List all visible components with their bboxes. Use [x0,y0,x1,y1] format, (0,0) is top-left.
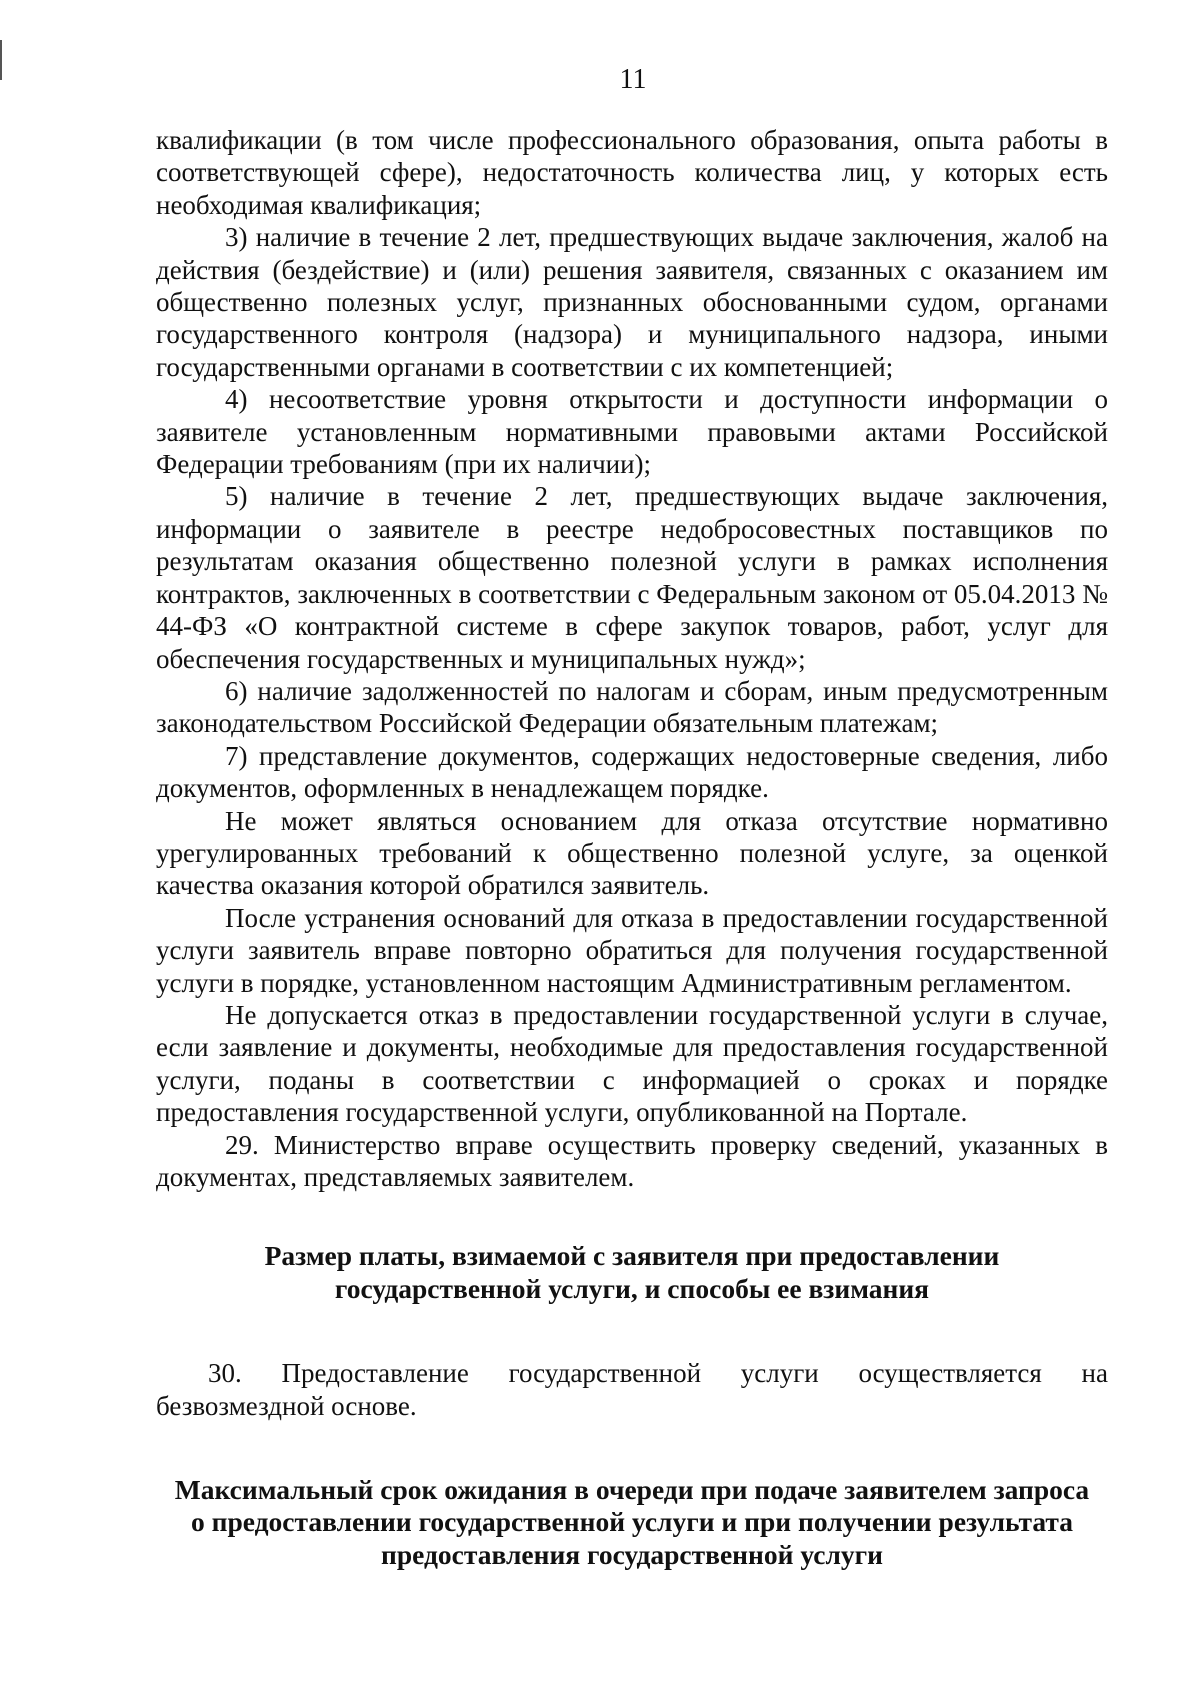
document-body [156,124,1108,1571]
heading-line: предоставления государственной услуги [381,1538,883,1570]
section-heading-fee [156,1240,1108,1305]
list-item-7: 7) представление документов, содержащих недостоверные сведения, либо документов, оформленных в ненадлежащем порядке. [156,740,1108,804]
page-number: 11 [619,64,647,95]
paragraph-not-grounds: Не может являться основанием для отказа отсутствие нормативно урегулированных требований к общественно полезной услуге, за оценкой качества оказания которой обратился заявитель. [156,805,1108,901]
list-item-4: 4) несоответствие уровня открытости и доступности информации о заявителе установленным нормативными правовыми актами Российской Федерации требованиям (при их наличии); [156,384,1108,480]
heading-line: Максимальный срок ожидания в очереди при подаче заявителем запроса [174,1474,1090,1506]
list-item-5: 5) наличие в течение 2 лет, предшествующих выдаче заключения, информации о заявителе в реестре недобросовестных поставщиков по результатам оказания общественно полезной услуги в рамках исполнения контрактов, заключенных в соответствии с Федеральным законом от 05.04.2013 № 44-ФЗ «О контрактной системе в сфере закупок товаров, работ, услуг для обеспечения государственных и муниципальных нужд»; [156,481,1108,674]
paragraph-after-elimination: После устранения оснований для отказа в предоставлении государственной услуги заявитель вправе повторно обратиться для получения государственной услуги в порядке, установленном настоящим Административным регламентом. [156,902,1108,998]
heading-line: о предоставлении государственной услуги и при получении результата [191,1506,1073,1538]
paragraph-refusal-not-allowed: Не допускается отказ в предоставлении государственной услуги в случае, если заявление и документы, необходимые для предоставления государственной услуги, поданы в соответствии с информацией о сроках и порядке предоставления государственной услуги, опубликованной на Портале. [156,999,1108,1128]
paragraph-29: 29. Министерство вправе осуществить проверку сведений, указанных в документах, представляемых заявителем. [156,1129,1108,1192]
section-heading-queue-time [156,1474,1108,1571]
heading-line: Размер платы, взимаемой с заявителя при предоставлении [264,1240,1000,1272]
heading-line: государственной услуги, и способы ее взимания [334,1272,930,1304]
paragraph-30: 30. Предоставление государственной услуги осуществляется на безвозмездной основе. [156,1358,1108,1421]
paragraph-continuation: квалификации (в том числе профессионального образования, опыта работы в соответствующей сфере), недостаточность количества лиц, у которых есть необходимая квалификация; [156,125,1108,220]
list-item-6: 6) наличие задолженностей по налогам и сборам, иным предусмотренным законодательством Российской Федерации обязательным платежам; [156,675,1108,739]
list-item-3: 3) наличие в течение 2 лет, предшествующих выдаче заключения, жалоб на действия (бездействие) и (или) решения заявителя, связанных с оказанием им общественно полезных услуг, признанных обоснованными судом, органами государственного контроля (надзора) и муниципального надзора, иными государственными органами в соответствии с их компетенцией; [156,222,1108,382]
